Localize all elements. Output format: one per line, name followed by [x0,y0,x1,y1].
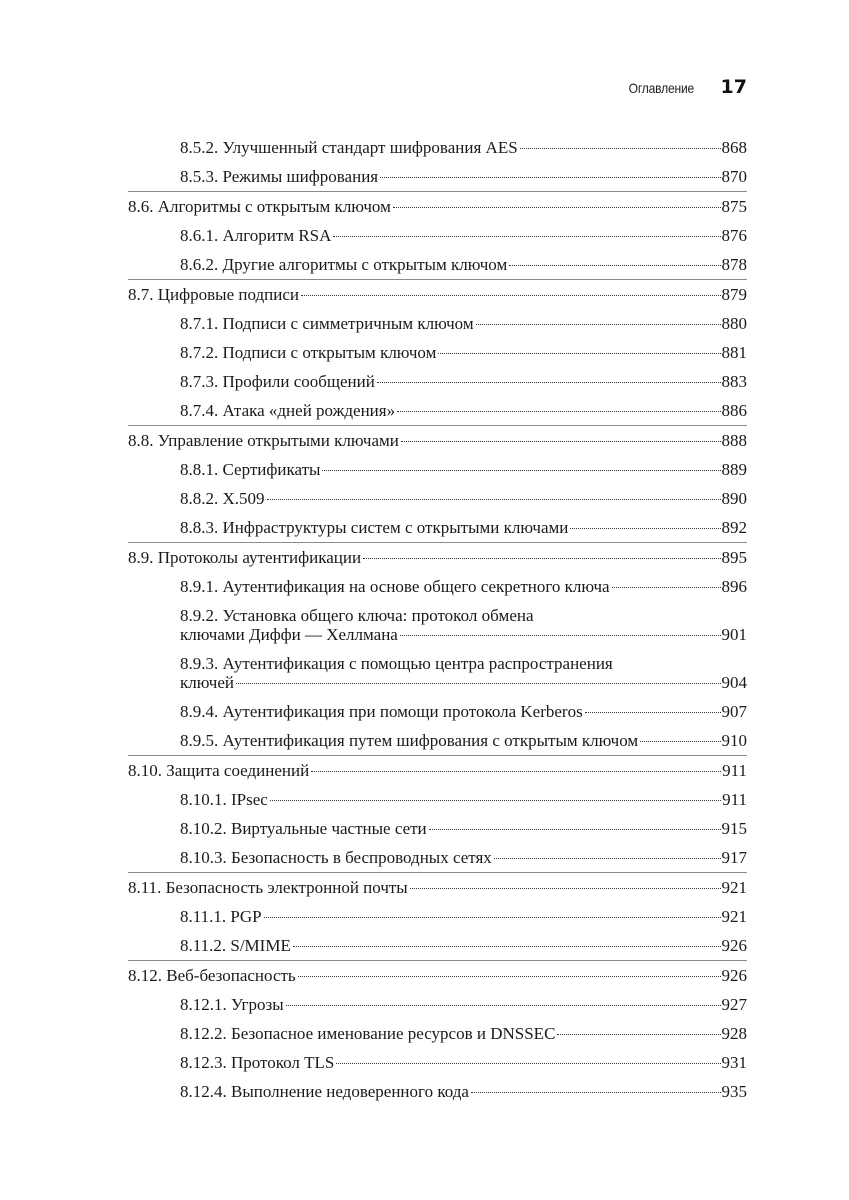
dot-leader [393,207,721,208]
toc-entry-row [180,577,747,596]
toc-entry-title-first-line: 8.9.2. Установка общего ключа: протокол обмена [180,606,534,625]
toc-entry-title: 8.5.3. Режимы шифрования [180,167,379,186]
toc-entry-title: 8.6.1. Алгоритм RSA [180,226,332,245]
dot-leader [322,470,720,471]
toc-entry-page: 868 [721,138,747,157]
dot-leader [377,382,721,383]
toc-entry-title: 8.9.5. Аутентификация путем шифрования с открытым ключом [180,731,639,750]
toc-entry-title: 8.7.2. Подписи с открытым ключом [180,343,437,362]
toc-entry-page: 896 [721,577,747,596]
toc-entry-row [128,966,747,985]
dot-leader [585,712,721,713]
toc-entry [180,455,747,484]
toc-entry-page: 879 [721,285,747,304]
toc-entry-page: 926 [721,966,747,985]
toc-entry-row [180,936,747,955]
toc-entry-page: 875 [721,197,747,216]
toc-entry [180,649,747,697]
dot-leader [557,1034,720,1035]
toc-entry-row [180,995,747,1014]
dot-leader [401,441,721,442]
toc-entry-title: 8.12.3. Протокол TLS [180,1053,335,1072]
toc-entry-page: 926 [721,936,747,955]
toc-entry-page: 878 [721,255,747,274]
toc-entry-title: 8.9.1. Аутентификация на основе общего секретного ключа [180,577,610,596]
toc-entry-page: 890 [721,489,747,508]
toc-entry-row [180,848,747,867]
toc-entry-row [180,625,747,644]
toc-entry-title: 8.7.3. Профили сообщений [180,372,375,391]
toc-entry [180,785,747,814]
running-header-title: Оглавление [629,80,695,96]
toc-entry-title: 8.10.2. Виртуальные частные сети [180,819,427,838]
toc-entry-row [180,1082,747,1101]
dot-leader [400,635,721,636]
toc-entry [180,396,747,425]
toc-entry-title: 8.8.3. Инфраструктуры систем с открытыми ключами [180,518,569,537]
toc-entry [180,990,747,1019]
toc-entry-page: 931 [721,1053,747,1072]
toc-entry-row [180,372,747,391]
toc-entry-row [128,548,747,567]
toc-entry [128,426,747,455]
dot-leader [471,1092,721,1093]
toc-entry-row [128,197,747,216]
toc-entry-row [180,314,747,333]
toc-entry [180,1019,747,1048]
toc-entry-title: 8.9. Протоколы аутентификации [128,548,362,567]
toc-entry-title: 8.12.1. Угрозы [180,995,284,1014]
toc-entry [180,367,747,396]
toc-entry-row [180,1053,747,1072]
dot-leader [640,741,720,742]
dot-leader [264,917,721,918]
toc-entry-page: 883 [721,372,747,391]
dot-leader [301,295,721,296]
toc-entry-title: 8.12.4. Выполнение недоверенного кода [180,1082,469,1101]
toc-entry-title: 8.7.4. Атака «дней рождения» [180,401,396,420]
dot-leader [612,587,721,588]
toc-entry-title: 8.8. Управление открытыми ключами [128,431,399,450]
toc-entry-row [180,819,747,838]
toc-entry [128,543,747,572]
page-number: 17 [720,76,747,98]
dot-leader [429,829,721,830]
toc-entry [180,931,747,960]
toc-entry [180,814,747,843]
toc-entry-row [128,878,747,897]
toc-entry-title: 8.8.1. Сертификаты [180,460,321,479]
toc-entry-row [180,167,747,186]
toc-entry [180,133,747,162]
toc-entry-page: 904 [721,673,747,692]
dot-leader [476,324,721,325]
dot-leader [270,800,721,801]
toc-entry-title: 8.6. Алгоритмы с открытым ключом [128,197,391,216]
toc-entry-title: 8.10.1. IPsec [180,790,268,809]
toc-entry-page: 911 [722,790,747,809]
toc-entry-title-first-line: 8.9.3. Аутентификация с помощью центра распространения [180,654,613,673]
toc-entry-row [128,761,747,780]
toc-entry [180,484,747,513]
toc-entry-title: 8.10. Защита соединений [128,761,310,780]
toc-entry [180,697,747,726]
dot-leader [494,858,721,859]
dot-leader [311,771,721,772]
toc-entry [128,280,747,309]
toc-entry-row [180,401,747,420]
toc-entry [128,873,747,902]
toc-entry-row [180,1024,747,1043]
toc-entry [180,1048,747,1077]
toc-entry-title: 8.11.1. PGP [180,907,262,926]
toc-entry [180,309,747,338]
toc-entry-title: 8.5.2. Улучшенный стандарт шифрования AES [180,138,518,157]
toc-entry-title: 8.11.2. S/MIME [180,936,291,955]
toc-entry [180,572,747,601]
toc-entry-page: 917 [721,848,747,867]
toc-entry [180,513,747,542]
toc-entry-page: 910 [721,731,747,750]
toc-entry-page: 886 [721,401,747,420]
toc-entry-row [180,460,747,479]
toc-entry [180,250,747,279]
toc-entry-page: 889 [721,460,747,479]
toc-entry-title: ключей [180,673,234,692]
toc-entry-page: 881 [721,343,747,362]
toc-entry-page: 870 [721,167,747,186]
toc-entry-page: 927 [721,995,747,1014]
dot-leader [293,946,721,947]
toc-entry-page: 915 [721,819,747,838]
toc-entry [180,162,747,191]
dot-leader [298,976,721,977]
toc-entry-row [180,702,747,721]
toc-entry-row [180,226,747,245]
toc-entry-row [128,431,747,450]
toc-entry-title: 8.8.2. X.509 [180,489,265,508]
toc-entry-page: 935 [721,1082,747,1101]
dot-leader [380,177,720,178]
toc-entry [180,902,747,931]
toc-entry-page: 892 [721,518,747,537]
toc-entry-page: 921 [721,907,747,926]
toc-entry-title: 8.7. Цифровые подписи [128,285,299,304]
toc-entry-row [180,790,747,809]
toc-entry-title: ключами Диффи — Хеллмана [180,625,398,644]
dot-leader [520,148,721,149]
toc-entry-page: 876 [721,226,747,245]
toc-entry-page: 880 [721,314,747,333]
toc-entry [180,843,747,872]
toc-entry-row [180,138,747,157]
dot-leader [286,1005,721,1006]
toc-entry [180,601,747,649]
toc-entry [128,192,747,221]
toc-entry [180,726,747,755]
toc-entry-page: 901 [721,625,747,644]
table-of-contents [128,133,747,1106]
dot-leader [438,353,720,354]
toc-entry-page: 921 [721,878,747,897]
toc-entry-row [128,285,747,304]
toc-entry-page: 888 [721,431,747,450]
toc-entry-row [180,673,747,692]
toc-entry-page: 895 [721,548,747,567]
toc-entry [180,1077,747,1106]
toc-entry-title: 8.6.2. Другие алгоритмы с открытым ключом [180,255,508,274]
toc-entry-row [180,489,747,508]
dot-leader [267,499,721,500]
dot-leader [236,683,721,684]
dot-leader [397,411,720,412]
toc-entry-page: 928 [721,1024,747,1043]
running-header [618,76,747,98]
toc-entry-title: 8.10.3. Безопасность в беспроводных сетях [180,848,492,867]
dot-leader [570,528,720,529]
toc-entry-title: 8.12.2. Безопасное именование ресурсов и DNSSEC [180,1024,556,1043]
toc-entry-row [180,343,747,362]
toc-entry-title: 8.11. Безопасность электронной почты [128,878,408,897]
toc-entry [180,338,747,367]
toc-entry-page: 911 [722,761,747,780]
toc-entry-row [180,518,747,537]
toc-entry-page: 907 [721,702,747,721]
dot-leader [410,888,721,889]
toc-entry-row [180,731,747,750]
toc-entry [128,756,747,785]
toc-entry-title: 8.7.1. Подписи с симметричным ключом [180,314,474,333]
toc-entry [128,961,747,990]
dot-leader [336,1063,720,1064]
dot-leader [333,236,720,237]
dot-leader [363,558,720,559]
toc-entry [180,221,747,250]
dot-leader [509,265,720,266]
toc-entry-row [180,907,747,926]
toc-entry-row [180,255,747,274]
toc-entry-title: 8.9.4. Аутентификация при помощи протокола Kerberos [180,702,583,721]
toc-entry-title: 8.12. Веб-безопасность [128,966,296,985]
